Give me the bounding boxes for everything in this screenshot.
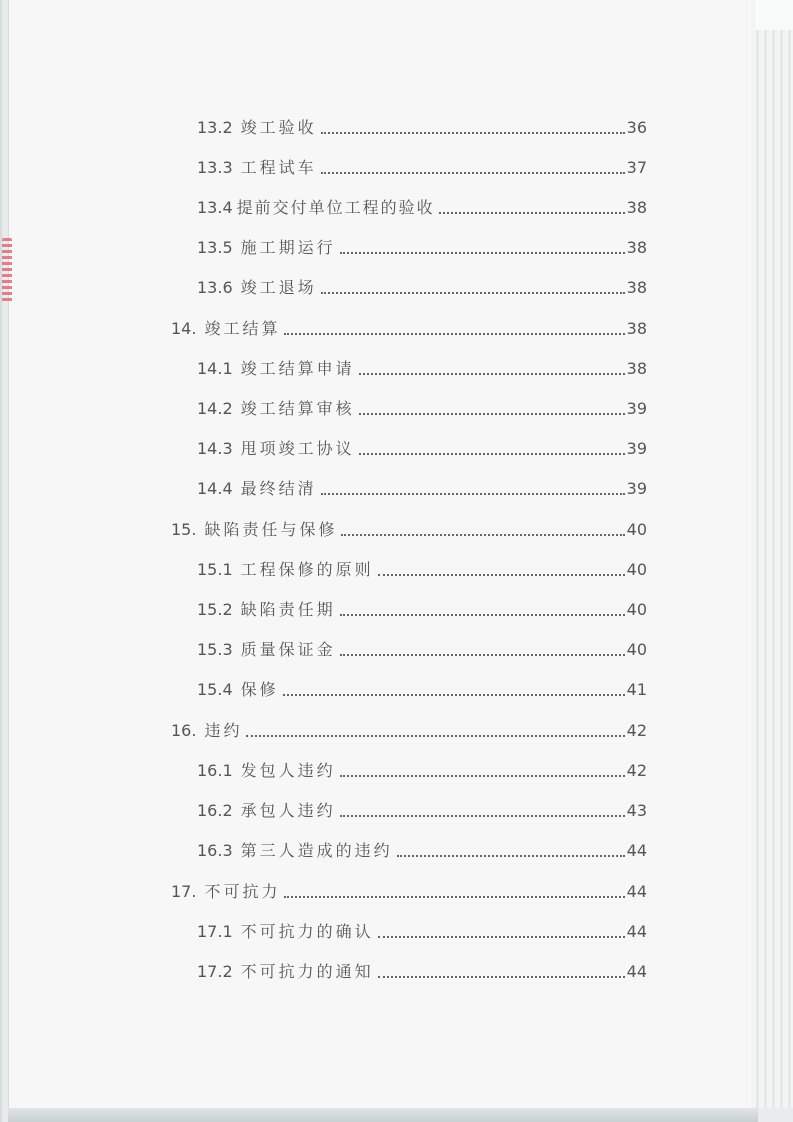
toc-entry-number: 13.3 bbox=[197, 158, 233, 177]
toc-entry-page: 39 bbox=[626, 439, 647, 458]
toc-entry-title: 甩项竣工协议 bbox=[240, 439, 355, 458]
toc-entry-number: 15.4 bbox=[197, 680, 233, 699]
toc-entry-number: 13.5 bbox=[197, 238, 233, 257]
toc-entry-title: 缺陷责任期 bbox=[240, 600, 336, 619]
toc-entry-number: 17. bbox=[171, 882, 197, 901]
toc-dot-leader bbox=[397, 854, 625, 857]
toc-entry-page: 38 bbox=[626, 238, 647, 257]
toc-entry[interactable] bbox=[197, 755, 647, 781]
toc-entry-page: 44 bbox=[626, 882, 647, 901]
toc-entry-page: 38 bbox=[626, 278, 647, 297]
toc-entry[interactable] bbox=[197, 795, 647, 821]
toc-entry-page: 36 bbox=[626, 118, 647, 137]
toc-entry-title: 第三人造成的违约 bbox=[240, 841, 393, 860]
toc-entry-number: 14. bbox=[171, 319, 197, 338]
toc-entry-page: 38 bbox=[626, 319, 647, 338]
toc-entry-title: 质量保证金 bbox=[240, 640, 336, 659]
toc-entry-page: 42 bbox=[626, 721, 647, 740]
toc-entry-number: 15.2 bbox=[197, 600, 233, 619]
toc-entry-page: 41 bbox=[626, 680, 647, 699]
toc-dot-leader bbox=[284, 895, 624, 898]
toc-entry-title: 不可抗力的通知 bbox=[240, 962, 374, 981]
toc-entry-number: 14.3 bbox=[197, 439, 233, 458]
toc-entry-title: 承包人违约 bbox=[240, 801, 336, 820]
toc-dot-leader bbox=[359, 412, 625, 415]
toc-dot-leader bbox=[378, 573, 625, 576]
toc-entry[interactable] bbox=[197, 112, 647, 138]
toc-entry-number: 13.6 bbox=[197, 278, 233, 297]
toc-entry-title: 施工期运行 bbox=[240, 238, 336, 257]
toc-dot-leader bbox=[340, 653, 625, 656]
toc-entry-page: 43 bbox=[626, 801, 647, 820]
toc-entry-page: 44 bbox=[626, 962, 647, 981]
toc-entry-page: 39 bbox=[626, 479, 647, 498]
toc-entry-number: 13.4 bbox=[197, 198, 233, 217]
toc-entry-title: 工程保修的原则 bbox=[240, 560, 374, 579]
toc-entry-number: 15.1 bbox=[197, 560, 233, 579]
toc-dot-leader bbox=[321, 131, 625, 134]
toc-entry[interactable] bbox=[197, 916, 647, 942]
toc-entry[interactable] bbox=[197, 192, 647, 218]
toc-entry[interactable] bbox=[197, 433, 647, 459]
toc-entry-title: 竣工结算 bbox=[204, 319, 281, 338]
toc-entry-page: 42 bbox=[626, 761, 647, 780]
toc-entry[interactable] bbox=[197, 594, 647, 620]
toc-dot-leader bbox=[359, 452, 625, 455]
toc-dot-leader bbox=[340, 613, 625, 616]
toc-entry[interactable] bbox=[171, 514, 647, 540]
toc-entry-number: 16. bbox=[171, 721, 197, 740]
toc-dot-leader bbox=[340, 774, 625, 777]
toc-entry[interactable] bbox=[197, 272, 647, 298]
toc-dot-leader bbox=[359, 372, 625, 375]
toc-entry-title: 不可抗力 bbox=[204, 882, 281, 901]
toc-dot-leader bbox=[341, 533, 624, 536]
toc-dot-leader bbox=[439, 211, 625, 214]
toc-entry-page: 44 bbox=[626, 841, 647, 860]
toc-entry[interactable] bbox=[197, 473, 647, 499]
toc-entry-title: 竣工验收 bbox=[240, 118, 317, 137]
toc-entry[interactable] bbox=[197, 152, 647, 178]
toc-entry-title: 竣工结算审核 bbox=[240, 399, 355, 418]
toc-entry[interactable] bbox=[197, 232, 647, 258]
toc-entry-page: 40 bbox=[626, 600, 647, 619]
toc-dot-leader bbox=[378, 935, 625, 938]
toc-entry-page: 40 bbox=[626, 520, 647, 539]
toc-dot-leader bbox=[321, 291, 625, 294]
toc-dot-leader bbox=[284, 332, 624, 335]
toc-dot-leader bbox=[378, 975, 625, 978]
toc-entry-page: 40 bbox=[626, 640, 647, 659]
toc-entry-number: 17.1 bbox=[197, 922, 233, 941]
toc-entry[interactable] bbox=[197, 353, 647, 379]
toc-entry-number: 16.2 bbox=[197, 801, 233, 820]
toc-entry[interactable] bbox=[197, 674, 647, 700]
toc-entry-title: 发包人违约 bbox=[240, 761, 336, 780]
toc-entry-title: 违约 bbox=[204, 721, 243, 740]
toc-entry-number: 13.2 bbox=[197, 118, 233, 137]
toc-dot-leader bbox=[321, 492, 625, 495]
toc-entry[interactable] bbox=[171, 715, 647, 741]
toc-entry-title: 保修 bbox=[240, 680, 279, 699]
toc-entry-title: 提前交付单位工程的验收 bbox=[236, 198, 435, 217]
toc-entry-page: 40 bbox=[626, 560, 647, 579]
toc-entry-number: 14.2 bbox=[197, 399, 233, 418]
toc-entry-page: 39 bbox=[626, 399, 647, 418]
toc-dot-leader bbox=[321, 171, 625, 174]
toc-entry-page: 44 bbox=[626, 922, 647, 941]
toc-entry-title: 竣工结算申请 bbox=[240, 359, 355, 378]
toc-entry-number: 17.2 bbox=[197, 962, 233, 981]
toc-entry[interactable] bbox=[171, 876, 647, 902]
toc-entry-title: 不可抗力的确认 bbox=[240, 922, 374, 941]
toc-entry-number: 14.1 bbox=[197, 359, 233, 378]
toc-entry-page: 37 bbox=[626, 158, 647, 177]
toc-entry[interactable] bbox=[171, 313, 647, 339]
toc-entry[interactable] bbox=[197, 835, 647, 861]
toc-entry-title: 缺陷责任与保修 bbox=[204, 520, 338, 539]
toc-entry-number: 16.3 bbox=[197, 841, 233, 860]
toc-entry-title: 最终结清 bbox=[240, 479, 317, 498]
toc-entry[interactable] bbox=[197, 554, 647, 580]
toc-dot-leader bbox=[246, 734, 624, 737]
toc-dot-leader bbox=[340, 814, 625, 817]
toc-entry[interactable] bbox=[197, 634, 647, 660]
toc-entry-title: 工程试车 bbox=[240, 158, 317, 177]
toc-entry[interactable] bbox=[197, 956, 647, 982]
toc-dot-leader bbox=[283, 693, 625, 696]
toc-entry-number: 15.3 bbox=[197, 640, 233, 659]
toc-dot-leader bbox=[340, 251, 625, 254]
toc-entry-number: 14.4 bbox=[197, 479, 233, 498]
toc-entry-number: 16.1 bbox=[197, 761, 233, 780]
toc-entry-page: 38 bbox=[626, 198, 647, 217]
toc-entry[interactable] bbox=[197, 393, 647, 419]
toc-entry-title: 竣工退场 bbox=[240, 278, 317, 297]
toc-entry-page: 38 bbox=[626, 359, 647, 378]
toc-entry-number: 15. bbox=[171, 520, 197, 539]
